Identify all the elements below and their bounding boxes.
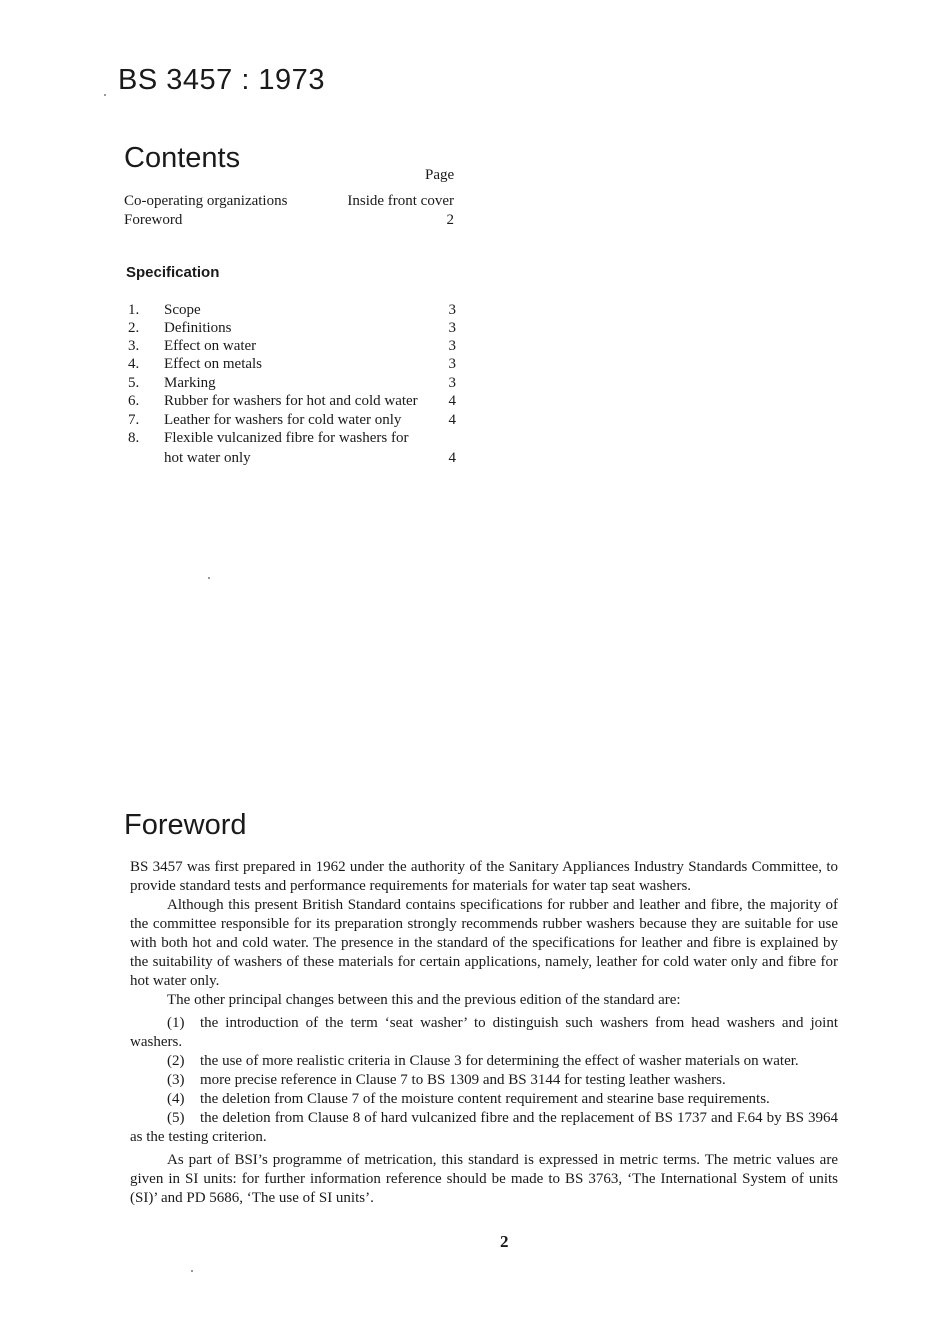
item-title: Effect on water <box>164 338 257 354</box>
foreword-paragraph: Although this present British Standard contains specifications for rubber and leather and fibre, the majority of the committee responsible for its preparation strongly recommends rubber washers because they are suitable for use with both hot and cold water. The presence in the standard of the specifications for leather and fibre is explained by the suitability of washers of these materials for certain applications, namely, leather for cold water only and fibre for hot water only. <box>130 897 838 989</box>
foreword-closing: As part of BSI’s programme of metrication, this standard is expressed in metric terms. The metric values are given in SI units: for further information reference should be made to BS 3763, ‘The International System of units (SI)’ and PD 5686, ‘The use of SI units’. <box>130 1152 838 1206</box>
toc-entry-title: Co-operating organizations <box>124 193 288 209</box>
spec-item <box>128 356 456 375</box>
change-text: the use of more realistic criteria in Clause 3 for determining the effect of washer materials on water. <box>200 1053 799 1069</box>
foreword-title: Foreword <box>124 809 247 841</box>
page-column-header: Page <box>425 167 455 183</box>
item-title: Definitions <box>164 320 232 336</box>
spec-item <box>128 302 456 321</box>
item-title-continued: hot water only <box>164 450 251 466</box>
item-number: 4. <box>128 356 140 372</box>
change-item <box>130 1071 838 1090</box>
spec-item <box>128 393 456 412</box>
item-number: 3. <box>128 338 140 354</box>
spec-item <box>128 430 456 470</box>
foreword-body <box>130 858 838 1208</box>
toc-entry-page: 2 <box>446 212 454 228</box>
item-title: Marking <box>164 375 216 391</box>
item-page: 3 <box>448 302 456 318</box>
item-title: Rubber for washers for hot and cold water <box>164 393 418 409</box>
spec-item <box>128 338 456 357</box>
spec-item <box>128 412 456 431</box>
spec-item <box>128 320 456 339</box>
change-item <box>130 1109 838 1147</box>
specification-heading: Specification <box>126 264 220 281</box>
change-number: (2) <box>167 1053 185 1069</box>
change-text: the deletion from Clause 7 of the moisture content requirement and stearine base requirements. <box>200 1091 770 1107</box>
toc-entry-page: Inside front cover <box>347 193 454 209</box>
item-title: Flexible vulcanized fibre for washers for <box>164 430 409 446</box>
item-title: Leather for washers for cold water only <box>164 412 402 428</box>
scan-speck <box>191 1270 193 1272</box>
contents-title: Contents <box>124 142 241 174</box>
change-number: (1) <box>167 1015 185 1031</box>
item-page: 4 <box>448 450 456 466</box>
change-text: the deletion from Clause 8 of hard vulcanized fibre and the replacement of BS 1737 and F.64 by BS 3964 as the testing criterion. <box>130 1110 838 1145</box>
item-page: 3 <box>448 338 456 354</box>
page-number: 2 <box>500 1232 509 1251</box>
item-page: 3 <box>448 356 456 372</box>
item-page: 3 <box>448 320 456 336</box>
change-item <box>130 1052 838 1071</box>
item-number: 5. <box>128 375 140 391</box>
item-number: 6. <box>128 393 140 409</box>
item-number: 2. <box>128 320 140 336</box>
item-number: 7. <box>128 412 140 428</box>
toc-entry <box>124 193 454 213</box>
scan-speck <box>104 94 106 96</box>
spec-item <box>128 375 456 394</box>
item-page: 4 <box>448 412 456 428</box>
change-item <box>130 1090 838 1109</box>
document-id: BS 3457 : 1973 <box>118 64 325 96</box>
item-number: 1. <box>128 302 140 318</box>
toc-entry <box>124 212 454 232</box>
change-number: (3) <box>167 1072 185 1088</box>
foreword-paragraph: The other principal changes between this and the previous edition of the standard are: <box>167 992 681 1008</box>
change-number: (5) <box>167 1110 185 1126</box>
toc-entry-title: Foreword <box>124 212 183 228</box>
change-text: the introduction of the term ‘seat washer’ to distinguish such washers from head washers and joint washers. <box>130 1015 838 1050</box>
item-page: 4 <box>448 393 456 409</box>
item-title: Scope <box>164 302 201 318</box>
item-number: 8. <box>128 430 140 446</box>
item-page: 3 <box>448 375 456 391</box>
change-text: more precise reference in Clause 7 to BS 1309 and BS 3144 for testing leather washers. <box>200 1072 726 1088</box>
change-item <box>130 1014 838 1052</box>
foreword-paragraph: BS 3457 was first prepared in 1962 under the authority of the Sanitary Appliances Industry Standards Committee, to provide standard tests and performance requirements for materials for water tap seat washers. <box>130 859 838 894</box>
scan-speck <box>208 577 210 579</box>
change-number: (4) <box>167 1091 185 1107</box>
item-title: Effect on metals <box>164 356 263 372</box>
